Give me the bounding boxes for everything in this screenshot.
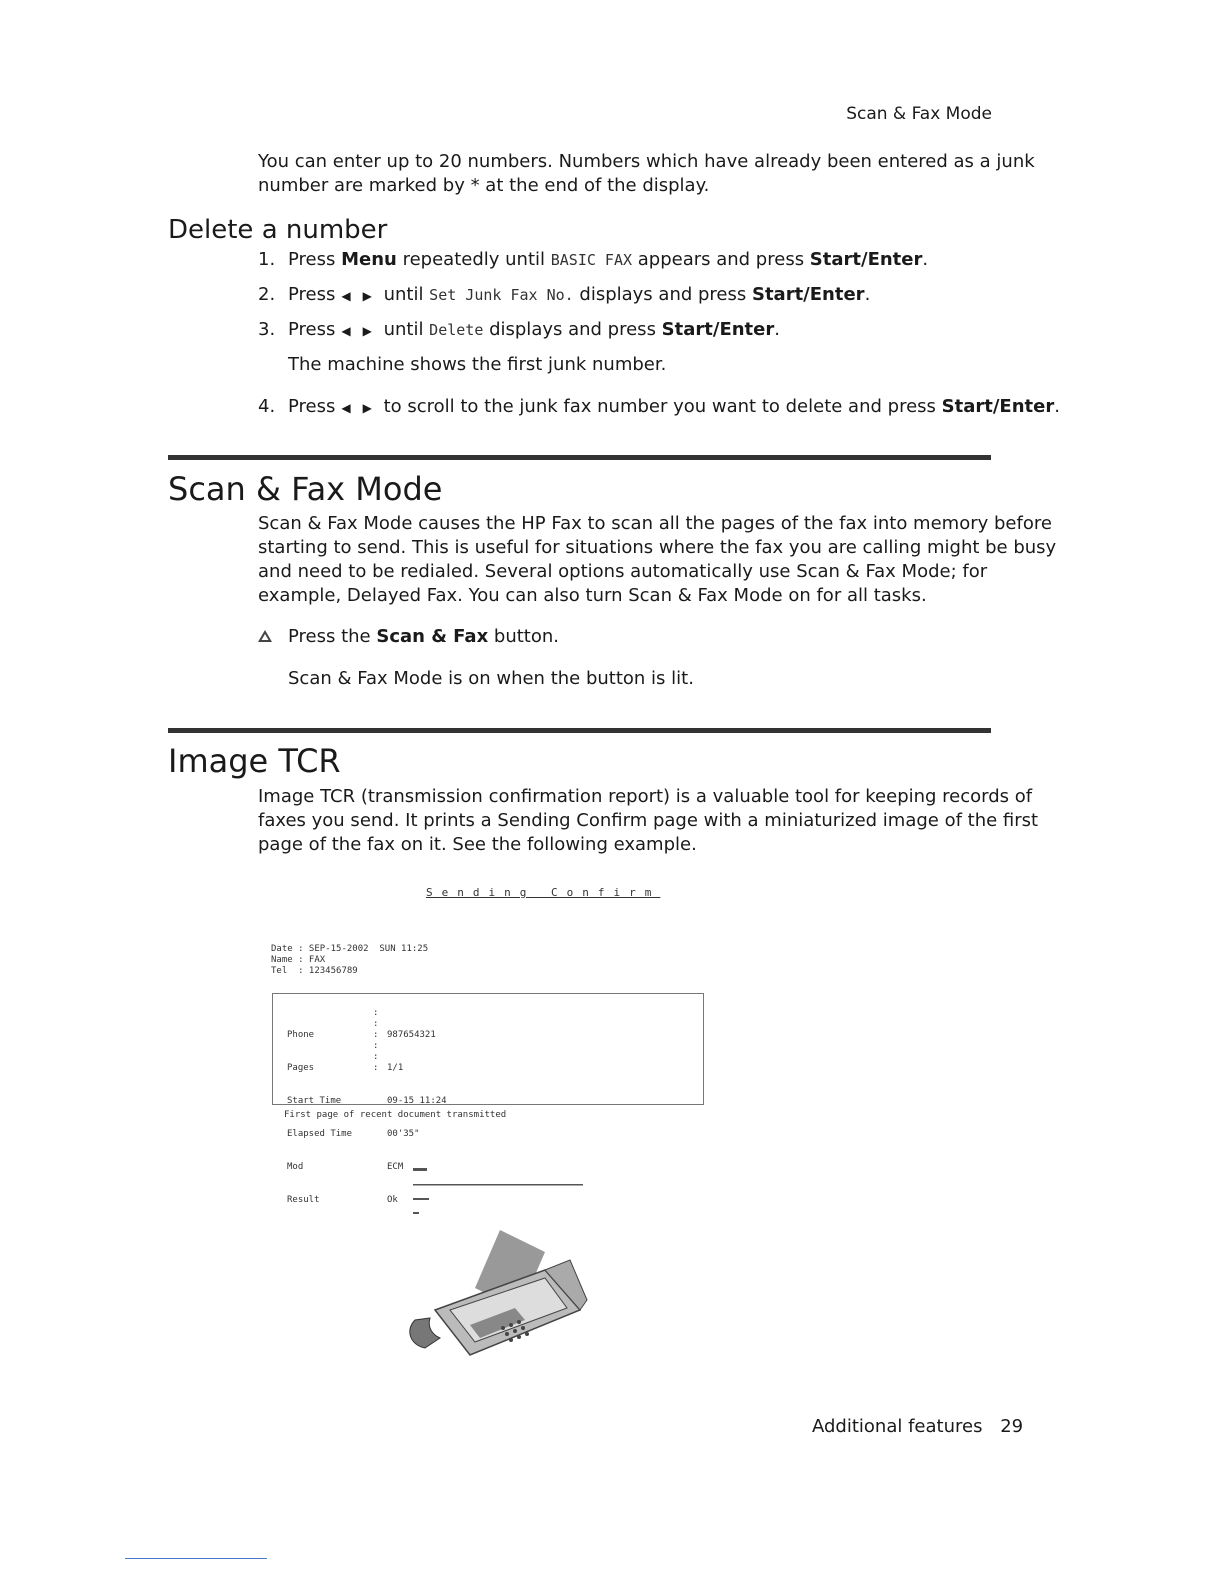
step-text: displays and press (483, 319, 662, 340)
step-text: to scroll to the junk fax number you want to delete and press (377, 396, 942, 417)
page-number: 29 (1000, 1416, 1024, 1437)
paragraph-line: page of the fax on it. See the following example. (258, 834, 697, 855)
paragraph-line: Image TCR (transmission confirmation report) is a valuable tool for keeping records of (258, 786, 1033, 807)
display-code: Delete (429, 321, 484, 339)
footer-text: Additional features (812, 1416, 983, 1437)
paragraph-line: faxes you send. It prints a Sending Confirm page with a miniaturized image of the first (258, 810, 1039, 831)
report-row-value: Ok (387, 1195, 398, 1205)
section-divider (168, 455, 991, 460)
report-caption: First page of recent document transmitted (284, 1110, 507, 1120)
step-bold: Start/Enter (751, 284, 865, 305)
report-title: Sending Confirm (426, 886, 661, 899)
section-heading-delete: Delete a number (168, 215, 388, 245)
left-arrow-icon: ◀ (341, 401, 351, 415)
step-bold: Start/Enter (661, 319, 775, 340)
step-text: . (922, 249, 929, 270)
right-arrow-icon: ▶ (362, 401, 372, 415)
bullet-text: Press the (288, 626, 377, 647)
display-code: Set Junk Fax No. (429, 286, 574, 304)
step-1 (258, 248, 928, 272)
intro-line: You can enter up to 20 numbers. Numbers which have already been entered as a junk (258, 151, 1035, 172)
step-number: 1. (258, 249, 276, 270)
report-row-label: Elapsed Time (287, 1129, 353, 1139)
step-number: 4. (258, 396, 276, 417)
section-heading-image-tcr: Image TCR (168, 742, 341, 780)
left-arrow-icon: ◀ (341, 324, 351, 338)
paragraph-line: example, Delayed Fax. You can also turn Scan & Fax Mode on for all tasks. (258, 585, 927, 606)
intro-line: number are marked by * at the end of the display. (258, 175, 710, 196)
step-bold: Start/Enter (941, 396, 1055, 417)
report-header (271, 944, 428, 977)
report-row-value: 1/1 (387, 1063, 404, 1073)
step-text: displays and press (573, 284, 752, 305)
step-text: Press (288, 319, 336, 340)
report-header-line: Name : FAX (271, 955, 326, 965)
step-4 (258, 395, 1060, 420)
report-header-line: Tel : 123456789 (271, 966, 358, 976)
report-row-label: Mod (287, 1162, 304, 1172)
report-row-value: 09-15 11:24 (387, 1096, 447, 1106)
report-row-value: ECM (387, 1162, 404, 1172)
right-arrow-icon: ▶ (362, 289, 372, 303)
fax-machine-thumbnail-icon (395, 1160, 595, 1360)
step-bold: Start/Enter (809, 249, 923, 270)
section-divider (168, 728, 991, 733)
step-text: . (1054, 396, 1060, 417)
bullet-bold: Scan & Fax (376, 626, 489, 647)
report-row-label: Pages (287, 1063, 315, 1073)
step-text: until (377, 284, 430, 305)
bottom-divider (125, 1558, 267, 1559)
scan-fax-bullet (258, 625, 559, 649)
report-row-label: Start Time (287, 1096, 342, 1106)
step-text: . (774, 319, 780, 340)
step-bold: Menu (341, 249, 397, 270)
report-row-label: Phone (287, 1030, 315, 1040)
report-row-value: 00'35" (387, 1129, 420, 1139)
scan-fax-paragraph (258, 512, 1056, 608)
step-3 (258, 318, 780, 343)
step-3-note: The machine shows the first junk number. (288, 354, 667, 375)
paragraph-line: starting to send. This is useful for situations where the fax you are calling might be busy (258, 537, 1057, 558)
tcr-paragraph (258, 785, 1038, 857)
left-arrow-icon: ◀ (341, 289, 351, 303)
display-code: BASIC FAX (550, 251, 633, 269)
paragraph-line: and need to be redialed. Several options automatically use Scan & Fax Mode; for (258, 561, 988, 582)
step-text: Press (288, 284, 336, 305)
step-text: until (377, 319, 430, 340)
intro-paragraph (258, 150, 1035, 198)
running-header: Scan & Fax Mode (846, 104, 992, 124)
section-heading-scan-fax: Scan & Fax Mode (168, 470, 443, 508)
step-number: 2. (258, 284, 276, 305)
right-arrow-icon: ▶ (362, 324, 372, 338)
bullet-text: button. (488, 626, 560, 647)
paragraph-line: Scan & Fax Mode causes the HP Fax to scan all the pages of the fax into memory before (258, 513, 1052, 534)
report-header-line: Date : SEP-15-2002 SUN 11:25 (271, 944, 429, 954)
step-2 (258, 283, 870, 308)
footer (812, 1416, 1023, 1437)
step-text: repeatedly until (396, 249, 551, 270)
step-text: . (864, 284, 871, 305)
step-text: appears and press (632, 249, 810, 270)
report-row-label: Result (287, 1195, 320, 1205)
step-number: 3. (258, 319, 276, 340)
step-text: Press (288, 396, 336, 417)
report-row-value: 987654321 (387, 1030, 436, 1040)
report-colons: : : : : : : (373, 1008, 379, 1073)
scan-fax-note: Scan & Fax Mode is on when the button is lit. (288, 668, 694, 689)
triangle-bullet-icon (258, 625, 276, 649)
step-text: Press (288, 249, 342, 270)
